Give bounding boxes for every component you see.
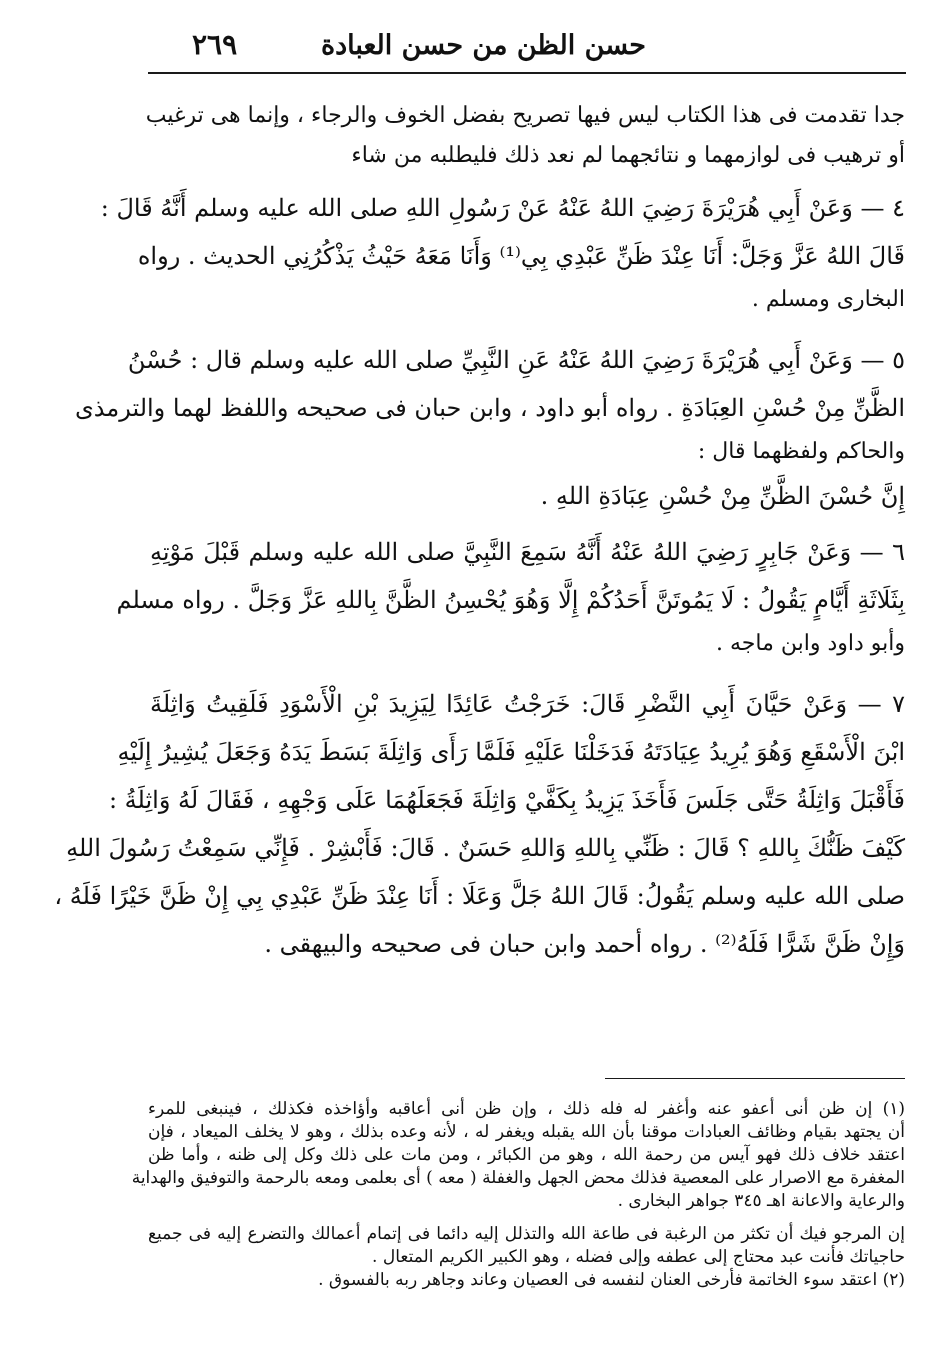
hadith-4-line: قَالَ اللهُ عَزَّ وَجَلَّ: أَنَا عِنْدَ ظَنِّ عَبْدِي بِي⁽¹⁾ وَأَنَا مَعَهُ حَيْثُ يَذْكُرُنِي الحديث . رواه bbox=[137, 242, 905, 270]
hadith-5-line: والحاكم ولفظهما قال : bbox=[697, 439, 905, 464]
main-text bbox=[54, 96, 905, 968]
hadith-7-line: صلى الله عليه وسلم يَقُولُ: قَالَ اللهُ جَلَّ وَعَلَا : أَنَا عِنْدَ ظَنِّ عَبْدِي بِي إِنْ ظَنَّ خَيْرًا فَلَهُ ، bbox=[54, 882, 905, 910]
footnote-line: اعتقد خلاف ذلك فهو آيس من رحمة الله ، وهو من الكبائر ، ومن مات على ذلك وكل إلى ظنه ، وأما ظن bbox=[148, 1145, 905, 1165]
footnote-line: (٢) اعتقد سوء الخاتمة فأرخى العنان لنفسه فى العصيان وعاند وجاهر ربه بالفسوق . bbox=[318, 1270, 905, 1290]
page-header bbox=[148, 28, 906, 74]
hadith-6-line: ٦ — وَعَنْ جَابِرٍ رَضِيَ اللهُ عَنْهُ أَنَّهُ سَمِعَ النَّبِيَّ صلى الله عليه وسلم قَبْلَ مَوْتِهِ bbox=[150, 538, 905, 566]
footnote-line: والرعاية والاعانة اهـ ٣٤٥ جواهر البخارى . bbox=[617, 1191, 905, 1211]
hadith-7-line: فَأَقْبَلَ وَاثِلَةُ حَتَّى جَلَسَ فَأَخَذَ يَزِيدُ بِكَفَّيْ وَاثِلَةَ فَجَعَلَهُمَا عَلَى وَجْهِهِ ، فَقَالَ لَهُ وَاثِلَةُ : bbox=[108, 786, 905, 814]
page-number: ٢٦٩ bbox=[192, 28, 238, 61]
hadith-7-line: ابْنَ الْأَسْقَعِ وَهُوَ يُرِيدُ عِيَادَتَهُ فَدَخَلْنَا عَلَيْهِ فَلَمَّا رَأَى وَاثِلَةَ بَسَطَ يَدَهُ وَجَعَلَ يُشِيرُ إِلَيْهِ bbox=[117, 738, 905, 766]
footnote-line: أن يجتهد بقيام وظائف العبادات موقنا بأن الله يقبله ويغفر له ، لأنه وعده بذلك ، وهو لا يخلف الميعاد ، فإن bbox=[148, 1122, 905, 1142]
text-line: جدا تقدمت فى هذا الكتاب ليس فيها تصريح بفضل الخوف والرجاء ، وإنما هى ترغيب bbox=[145, 103, 905, 128]
footnote-line: حاجياتك فأنت عبد محتاج إلى عطفه وإلى فضله ، وهو الكبير الكريم المتعال . bbox=[372, 1247, 905, 1267]
footnote-line: المغفرة مع الاصرار على المعصية فذلك محض الجهل والغفلة ( معه ) أى بعلمى ومعه بالرحمة والتوفيق والهداية bbox=[131, 1168, 905, 1188]
hadith-7-line: وَإِنْ ظَنَّ شَرًّا فَلَهُ⁽²⁾ . رواه أحمد وابن حبان فى صحيحه والبيهقى . bbox=[264, 930, 905, 958]
footnotes bbox=[131, 1098, 905, 1292]
hadith-7-line: ٧ — وَعَنْ حَيَّانَ أَبِي النَّضْرِ قَالَ: خَرَجْتُ عَائِدًا لِيَزِيدَ بْنِ الْأَسْوَدِ فَلَقِيتُ وَاثِلَةَ bbox=[150, 690, 905, 718]
hadith-6-line: بِثَلَاثَةِ أَيَّامٍ يَقُولُ : لَا يَمُوتَنَّ أَحَدُكُمْ إِلَّا وَهُوَ يُحْسِنُ الظَّنَّ بِاللهِ عَزَّ وَجَلَّ . رواه مسلم bbox=[116, 586, 905, 614]
hadith-5-line: إِنَّ حُسْنَ الظَّنِّ مِنْ حُسْنِ عِبَادَةِ اللهِ . bbox=[540, 482, 905, 510]
hadith-4-line: البخارى ومسلم . bbox=[751, 287, 905, 312]
running-title: حسن الظن من حسن العبادة bbox=[320, 30, 646, 61]
hadith-4-line: ٤ — وَعَنْ أَبِي هُرَيْرَةَ رَضِيَ اللهُ عَنْهُ عَنْ رَسُولِ اللهِ صلى الله عليه وسلم أَنَّهُ قَالَ : bbox=[100, 194, 905, 222]
footnote-divider bbox=[605, 1078, 905, 1079]
footnote-line: إن المرجو فيك أن تكثر من الرغبة فى طاعة الله والتذلل إليه دائما فى إتمام أعمالك والتضرع إليه فى جميع bbox=[148, 1224, 905, 1244]
text-line: أو ترهيب فى لوازمهما و نتائجهما لم نعد ذلك فليطلبه من شاء bbox=[351, 143, 905, 168]
hadith-5-line: الظَّنِّ مِنْ حُسْنِ العِبَادَةِ . رواه أبو داود ، وابن حبان فى صحيحه واللفظ لهما والترمذى bbox=[74, 394, 905, 422]
footnote-line: (١) إن ظن أنى أعفو عنه وأغفر له فله ذلك ، وإن ظن أنى أعاقبه وأؤاخذه فكذلك ، فينبغى للمرء bbox=[148, 1099, 905, 1119]
hadith-7-line: كَيْفَ ظَنُّكَ بِاللهِ ؟ قَالَ : ظَنِّي بِاللهِ وَاللهِ حَسَنٌ . قَالَ: فَأَبْشِرْ . فَإِنِّي سَمِعْتُ رَسُولَ اللهِ bbox=[66, 834, 905, 862]
hadith-5-line: ٥ — وَعَنْ أَبِي هُرَيْرَةَ رَضِيَ اللهُ عَنْهُ عَنِ النَّبِيِّ صلى الله عليه وسلم قال : حُسْنُ bbox=[127, 346, 905, 374]
hadith-6-line: وأبو داود وابن ماجه . bbox=[715, 631, 905, 656]
